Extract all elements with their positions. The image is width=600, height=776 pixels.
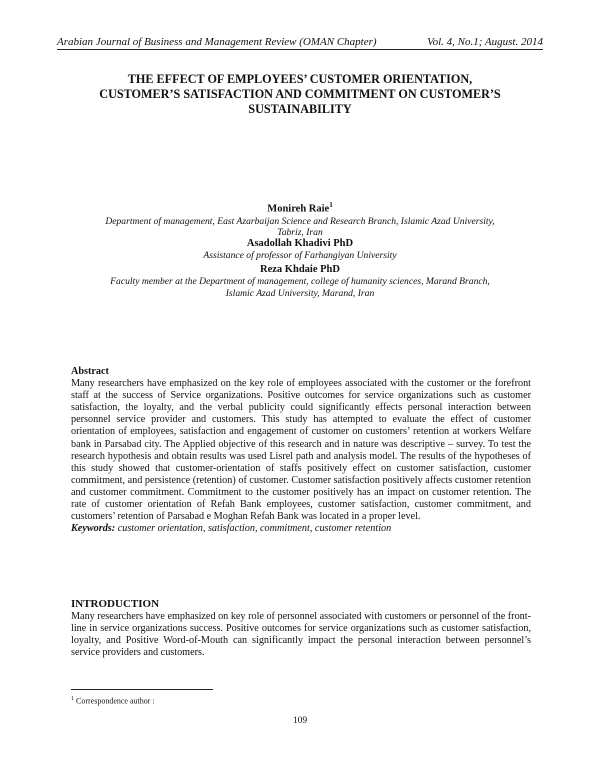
abstract-heading: Abstract <box>71 366 109 377</box>
introduction-body: Many researchers have emphasized on key role of personnel associated with customers or personnel of the front-line in service organizations success. Positive outcomes for service organizations such as customer satisfaction, loyalty, and Positive Word-of-Mouth can significantly impact the personal interaction between personnel’s service providers and customers. <box>71 611 531 659</box>
footnote-rule <box>71 689 213 690</box>
title-line: CUSTOMER’S SATISFACTION AND COMMITMENT ON CUSTOMER’S <box>99 87 501 101</box>
author-name: Asadollah Khadivi PhD <box>246 238 354 249</box>
author-block-2 <box>57 237 543 262</box>
footnote-mark: 1 <box>329 201 333 209</box>
page-number: 109 <box>292 716 308 726</box>
abstract-section <box>71 366 531 535</box>
paper-title <box>57 72 543 117</box>
volume-info: Vol. 4, No.1; August. 2014 <box>427 36 543 48</box>
abstract-body: Many researchers have emphasized on the key role of employees associated with the customer or the forefront staff at the success of Service organizations. Positive outcomes for service organizations such as customer satisfaction, the loyalty, and the verbal publicity could significantly effects personal interaction between personnel service provider and customers. This study has attempted to evaluate the effect of customer orientation of employees, satisfaction and engagement of customer on customers’ retention at workers Welfare bank in Parsabad city. The Applied objective of this research and in nature was descriptive – survey. To test the research hypothesis and obtain results was used Lisrel path and analysis model. The results of the hypotheses of this study showed that customer-orientation of staffs positively effect on customer satisfaction, customer commitment, and persistence (retention) of customer. Customer satisfaction positively affects customer retention and customer commitment. Commitment to the customer positively has an impact on customer retention. The rate of customer orientation of Refah Bank employees, customer satisfaction, customer commitment, and customers’ retention of Parsabad e Moghan Refah Bank was located in a proper level. <box>71 378 531 523</box>
footnote-mark: 1 <box>71 696 74 702</box>
author-affiliation: Islamic Azad University, Marand, Iran <box>225 287 375 299</box>
title-line: THE EFFECT OF EMPLOYEES’ CUSTOMER ORIENTATION, <box>127 72 473 86</box>
introduction-section <box>71 598 531 659</box>
author-block-1 <box>57 199 543 239</box>
keywords <box>71 523 531 535</box>
author-block-3 <box>57 263 543 299</box>
introduction-heading: INTRODUCTION <box>71 598 160 610</box>
author-affiliation: Tabriz, Iran <box>277 227 323 238</box>
journal-name: Arabian Journal of Business and Management Review (OMAN Chapter) <box>57 36 377 48</box>
author-name: Reza Khdaie PhD <box>260 264 340 275</box>
header-rule <box>57 49 543 50</box>
author-affiliation: Faculty member at the Department of management, college of humanity sciences, Marand Branch, <box>110 276 490 287</box>
keywords-label: Keywords: <box>71 523 116 535</box>
footnote-text: Correspondence author : <box>76 696 155 706</box>
footnote <box>71 694 155 707</box>
running-header <box>57 36 543 48</box>
author-affiliation: Department of management, East Azarbaijan Science and Research Branch, Islamic Azad University, <box>105 215 495 227</box>
author-name: Monireh Raie$^1$ <box>267 201 333 215</box>
keywords-list: customer orientation, satisfaction, commitment, customer retention <box>117 523 392 535</box>
author-affiliation: Assistance of professor of Farhangiyan University <box>203 250 397 261</box>
title-line: SUSTAINABILITY <box>248 102 352 116</box>
